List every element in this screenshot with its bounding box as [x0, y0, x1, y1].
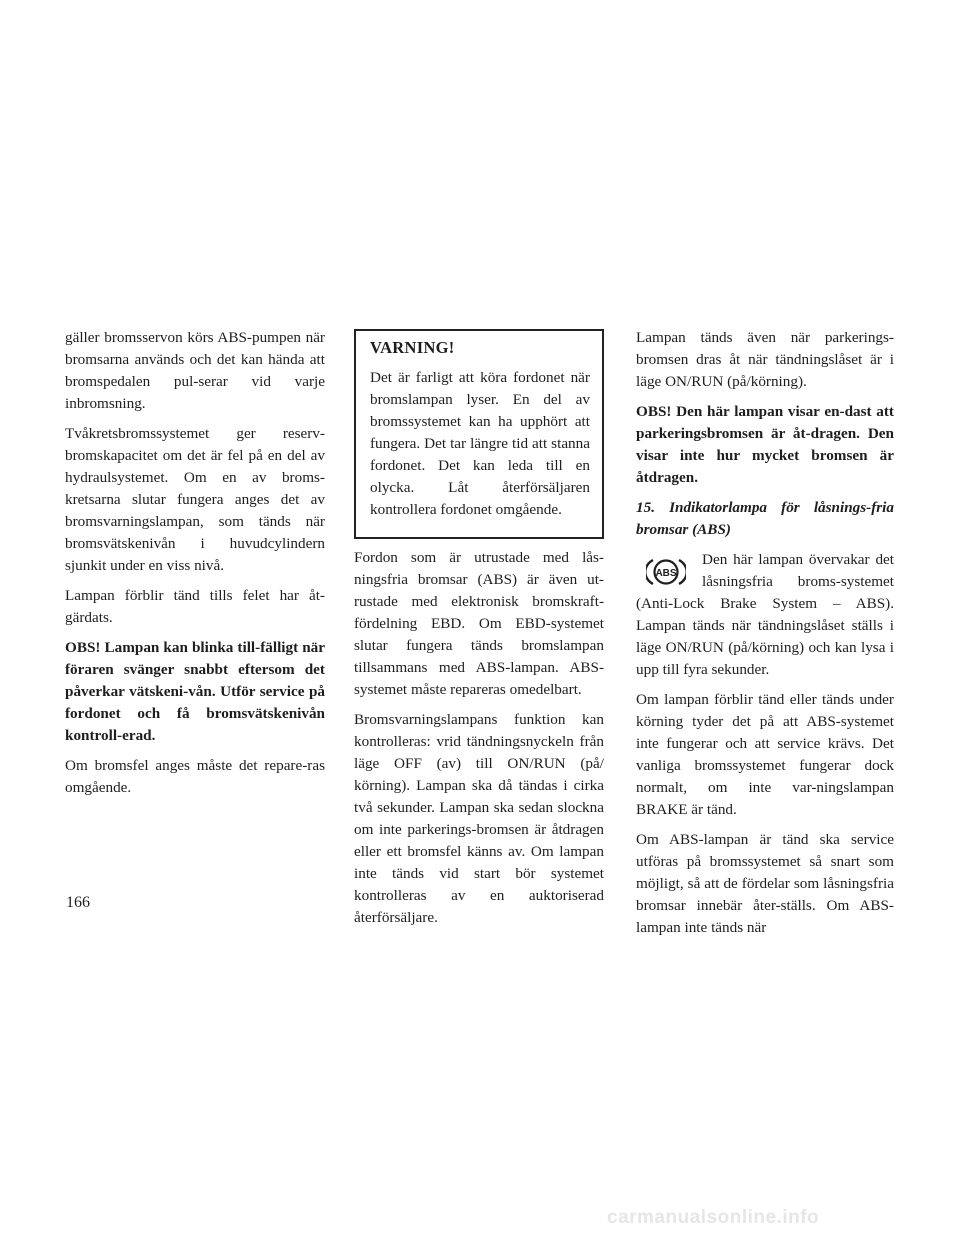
note-paragraph: OBS! Den här lampan visar en-dast att parkeringsbromsen är åt-dragen. Den visar inte hur mycket bromsen är åtdragen. [636, 403, 894, 486]
text-column-right [636, 327, 894, 947]
text-column-left [65, 327, 325, 807]
warning-box [354, 329, 604, 539]
paragraph: Bromsvarningslampans funktion kan kontrolleras: vrid tändningsnyckeln från läge OFF (av) till ON/RUN (på/ körning). Lampan ska då tändas i cirka två sekunder. Lampan ska sedan slockna om inte parkerings-bromsen är åtdragen eller ett bromsfel känns av. Om lampan inte tänds vid start bör systemet kontrolleras av en auktoriserad återförsäljare. [354, 711, 604, 926]
paragraph: Om ABS-lampan är tänd ska service utföras på bromssystemet så snart som möjligt, så att de fördelar som låsningsfria bromsar innebär åter-ställs. Om ABS-lampan inte tänds när [636, 831, 894, 936]
paragraph: Om bromsfel anges måste det repare-ras omgående. [65, 757, 325, 796]
paragraph: Fordon som är utrustade med lås-ningsfria bromsar (ABS) är även ut-rustade med elektronisk bromskraft-fördelning EBD. Om EBD-systemet slutar fungera tänds bromslampan tillsammans med ABS-lampan. ABS-systemet måste repareras omedelbart. [354, 549, 604, 698]
warning-title: VARNING! [370, 338, 455, 357]
abs-description: Den här lampan övervakar det låsningsfria broms-systemet (Anti-Lock Brake System – ABS). Lampan tänds när tändningslåset ställs i läge ON/RUN (på/körning) och kan lysa i upp till fyra sekunder. [636, 551, 894, 678]
watermark: carmanualsonline.info [607, 1207, 820, 1228]
paragraph: Lampan förblir tänd tills felet har åt-gärdats. [65, 587, 325, 626]
abs-warning-icon [646, 557, 686, 587]
abs-indicator-block [636, 549, 894, 681]
paragraph: Lampan tänds även när parkerings-bromsen dras åt när tändningslåset är i läge ON/RUN (på/körning). [636, 329, 894, 390]
abs-icon-label: ABS [655, 568, 677, 579]
paragraph: gäller bromsservon körs ABS-pumpen när bromsarna används och det kan hända att bromspedalen pul-serar vid varje inbromsning. [65, 329, 325, 412]
section-heading: 15. Indikatorlampa för låsnings-fria bromsar (ABS) [636, 499, 894, 538]
paragraph: Om lampan förblir tänd eller tänds under körning tyder det på att ABS-systemet inte fungerar och att service krävs. Det vanliga bromssystemet fungerar dock normalt, om inte var-ningslampan BRAKE är tänd. [636, 691, 894, 818]
note-paragraph: OBS! Lampan kan blinka till-fälligt när föraren svänger snabbt eftersom det påverkar vätskeni-vån. Utför service på fordonet och få bromsvätskenivån kontroll-erad. [65, 639, 325, 744]
paragraph: Tvåkretsbromssystemet ger reserv-bromskapacitet om det är fel på en del av hydraulsystemet. Om en av broms-kretsarna slutar fungera anges det av bromsvarningslampan, som tänds när bromsvätskenivån i huvudcylindern sjunkit under en viss nivå. [65, 425, 325, 574]
text-column-middle [354, 329, 604, 937]
warning-text: Det är farligt att köra fordonet när bromslampan lyser. En del av bromssystemet kan ha upphört att fungera. Det tar längre tid att stanna fordonet. Det kan leda till en olycka. Låt återförsäljaren kontrollera fordonet omgående. [370, 369, 590, 518]
page-number: 166 [66, 894, 90, 911]
